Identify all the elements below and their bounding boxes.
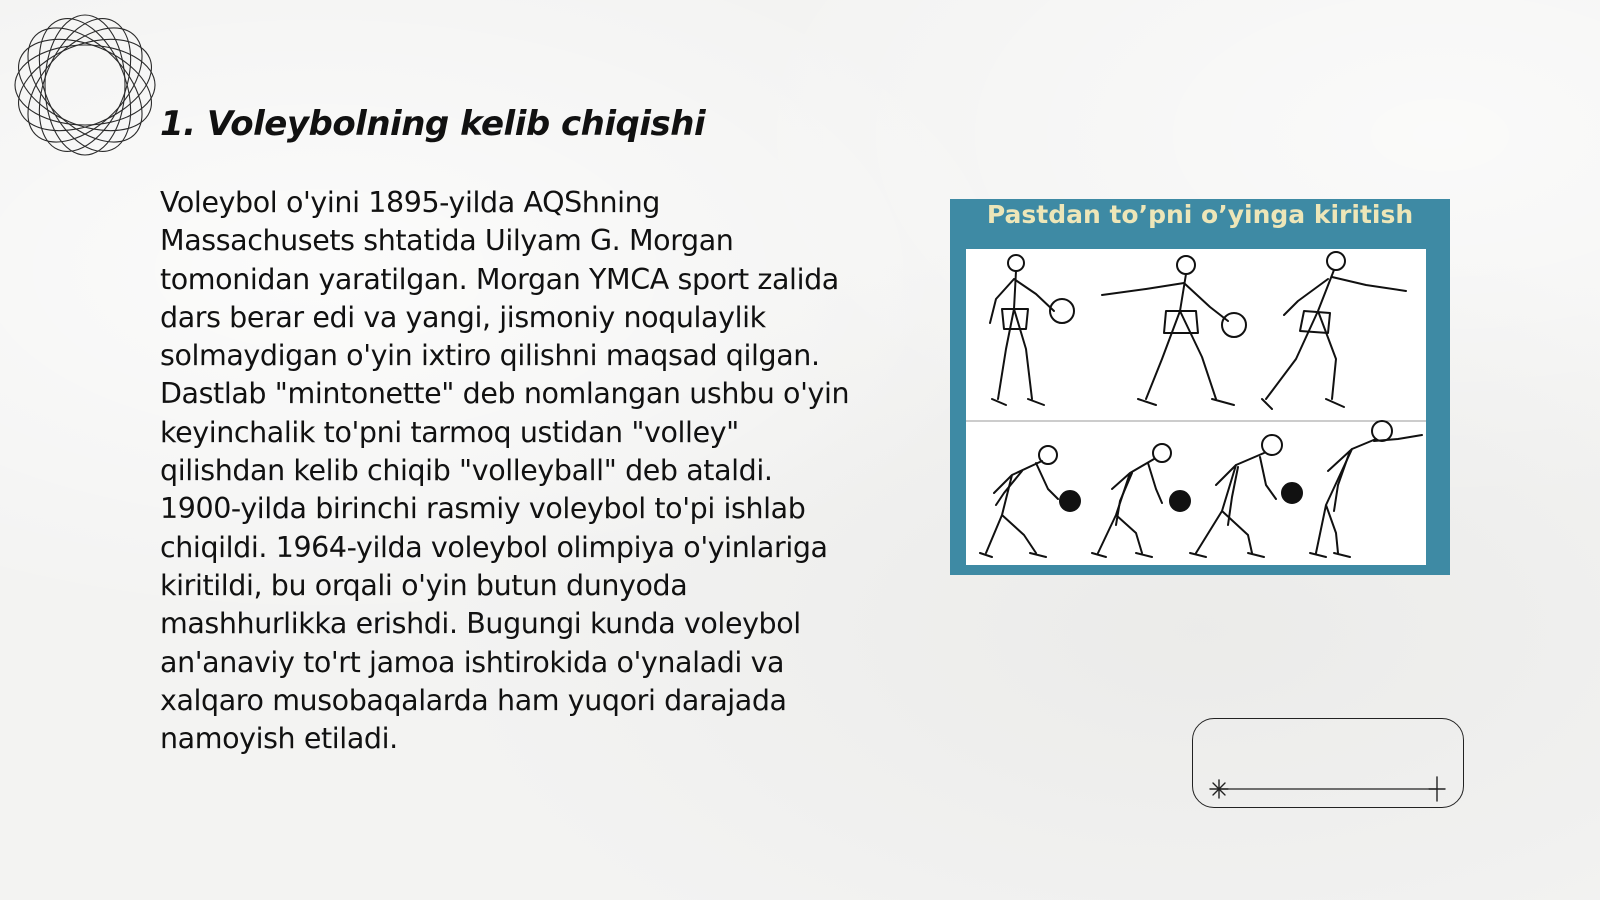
volleyball-icon (1170, 491, 1190, 511)
figure-caption: Pastdan to’pni o’yinga kiritish (986, 200, 1414, 229)
player-figure (980, 446, 1058, 557)
cross-star-icon (1429, 777, 1445, 801)
player-figure (990, 255, 1054, 405)
volleyball-icon (1060, 491, 1080, 511)
serve-illustration (950, 199, 1450, 575)
decorative-frame (1192, 718, 1464, 808)
player-figure (1102, 256, 1234, 405)
figure-drawing-panel (966, 249, 1426, 565)
slide-title: 1. Voleybolning kelib chiqishi (160, 104, 706, 144)
player-figure (1092, 444, 1171, 557)
rosette-icon (10, 10, 160, 160)
sparkle-icon (1210, 780, 1228, 798)
slide-body-text: Voleybol o'yini 1895-yilda AQShning Massachusets shtatida Uilyam G. Morgan tomonidan yaratilgan. Morgan YMCA sport zalida dars berar edi va yangi, jismoniy noqulaylik solmaydigan o'yin ixtiro qilishni maqsad qilgan. Dastlab "mintonette" deb nomlangan ushbu o'yin keyinchalik to'pni tarmoq ustidan "volley" qilishdan kelib chiqib "volleyball" deb ataldi. 1900-yilda birinchi rasmiy voleybol to'pi ishlab chiqildi. 1964-yilda voleybol olimpiya o'yinlariga kiritildi, bu orqali o'yin butun dunyoda mashhurlikka erishdi. Bugungi kunda voleybol an'anaviy to'rt jamoa ishtirokida o'ynaladi va xalqaro musobaqalarda ham yuqori darajada namoyish etiladi. (160, 186, 850, 756)
volleyball-icon (1222, 313, 1246, 337)
volleyball-icon (1282, 483, 1302, 503)
player-figure (1262, 252, 1406, 409)
serve-sequence-drawing (966, 249, 1426, 565)
player-figure (1310, 421, 1422, 557)
ornament-line (1193, 719, 1465, 809)
player-figure (1190, 435, 1282, 557)
